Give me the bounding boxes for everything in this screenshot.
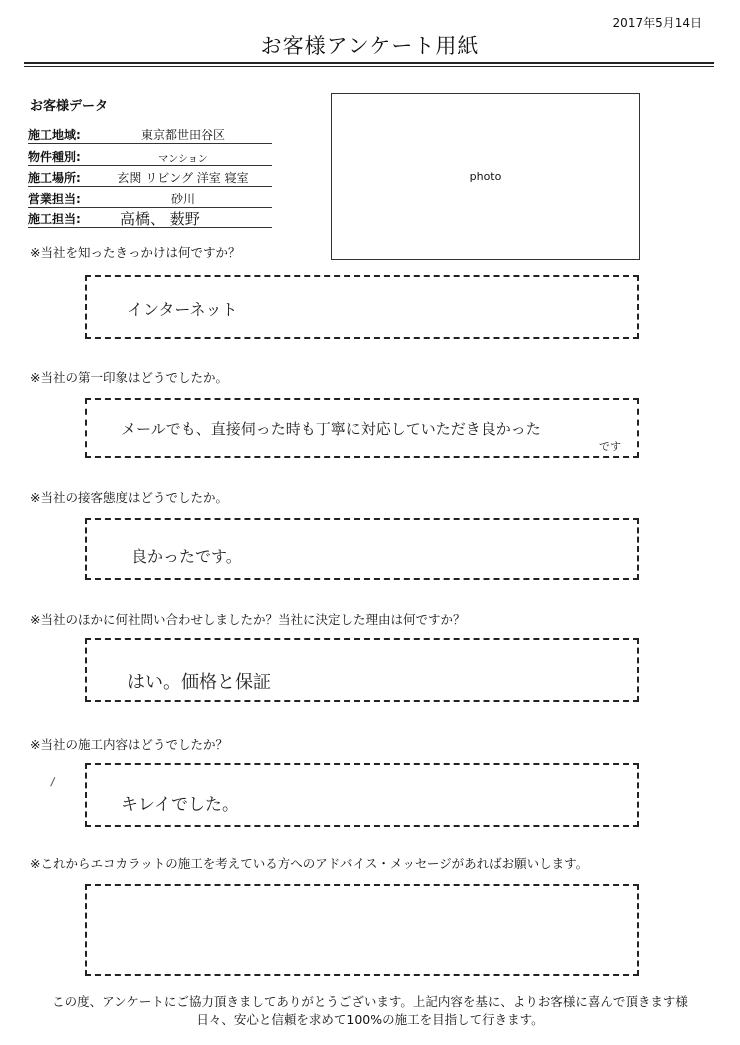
answer-1: インターネット [127,300,238,319]
answer-5: キレイでした。 [121,795,239,815]
question-1: ※当社を知ったきっかけは何ですか？ [30,245,241,260]
info-label: 営業担当: [28,192,81,206]
survey-date: 2017年5月14日 [612,16,702,30]
question-6: ※これからエコカラットの施工を考えている方へのアドバイス・メッセージがあればお願いします。 [30,856,589,871]
photo-label: photo [469,170,502,183]
answer-box-6 [85,884,639,976]
info-row-sales-rep [28,188,272,208]
info-label: 施工地域: [28,128,81,142]
info-row-property-type [28,146,272,166]
info-row-installer [28,208,272,228]
footer-message-line1: この度、アンケートにご協力頂きましてありがとうございます。上記内容を基に、よりお客様に喜んで頂きます様 [52,994,688,1009]
info-row-area [28,124,272,144]
question-3: ※当社の接客態度はどうでしたか。 [30,490,228,505]
page-title: お客様アンケート用紙 [260,34,480,58]
info-value: 高橋、 薮野 [120,210,200,228]
footer-message-line2: 日々、安心と信頼を求めて100%の施工を目指して行きます。 [196,1012,544,1027]
info-label: 物件種別: [28,150,81,164]
answer-box-4 [85,638,639,702]
photo-placeholder [331,93,640,260]
info-value: 玄関 リビング 洋室 寝室 [117,171,249,185]
answer-box-2 [85,398,639,458]
info-row-location [28,167,272,187]
answer-4: はい。価格と保証 [127,672,271,693]
info-value: マンション [158,154,208,165]
answer-box-3 [85,518,639,580]
info-label: 施工担当: [28,212,81,226]
customer-data-heading: お客様データ [30,99,109,114]
answer-box-1 [85,275,639,339]
pen-mark [50,777,61,789]
answer-box-5 [85,763,639,827]
info-value: 砂川 [170,192,195,206]
answer-2-continuation: です [599,440,621,453]
question-2: ※当社の第一印象はどうでしたか。 [30,370,228,385]
answer-2: メールでも、直接伺った時も丁寧に対応していただき良かった [121,420,541,438]
title-underline [24,62,714,64]
info-label: 施工場所: [28,171,81,185]
title-underline-thin [24,66,714,67]
info-value: 東京都世田谷区 [140,128,225,142]
question-5: ※当社の施工内容はどうでしたか？ [30,737,228,752]
question-4: ※当社のほかに何社問い合わせしましたか？当社に決定した理由は何ですか？ [30,612,466,627]
answer-3: 良かったです。 [131,547,242,566]
